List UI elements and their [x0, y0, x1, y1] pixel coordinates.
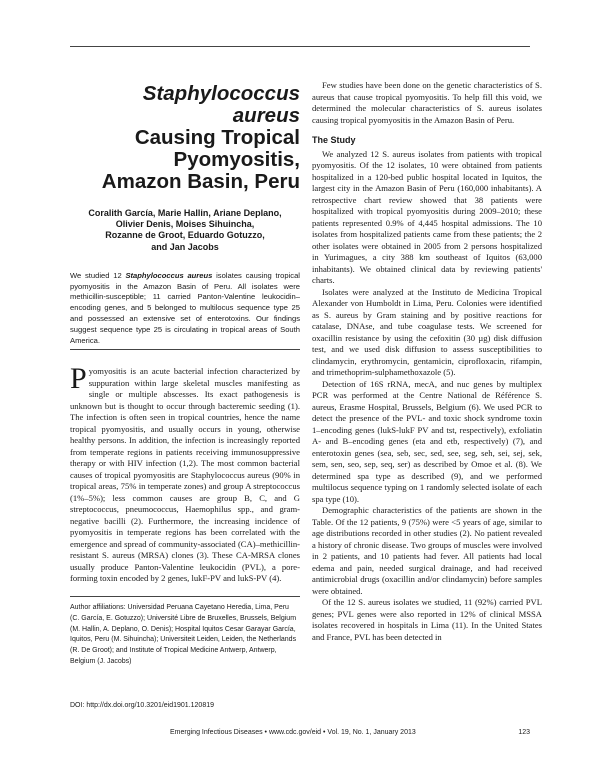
right-column — [312, 80, 542, 643]
intro-text: yomyositis is an acute bacterial infection characterized by suppuration within large skeletal muscles manifesting as single or multiple abscesses. Its exact pathogenesis is unknown but is thought to occur through bacteremic seeding (1). The infection is often seen in tropical countries, hence the name tropical pyomyositis, and usually occurs in young, otherwise healthy persons. In addition, the infection is increasingly reported from temperate regions in patients receiving immunosuppressive therapy or with HIV infection (1,2). The most common bacterial causes of tropical pyomyositis are Staphylococcus aureus (90% in tropical areas, 75% in temperate zones) and group A streptococcus (1%–5%); less common causes are group B, C, and G streptococcus, pneumococcus, Haemophilus spp., and gram-negative bacilli (2). Furthermore, the increasing incidence of pyomyositis in temperate regions has been correlated with the emergence and spread of community-associated (CA)–methicillin-resistant S. aureus (MRSA) clones (3). These CA-MRSA clones usually produce Panton-Valentine leukocidin (PVL), a pore-forming toxin encoded by 2 genes, lukF-PV and lukS-PV (4). — [70, 366, 300, 584]
article-title — [70, 83, 300, 193]
title-line: aureus — [232, 104, 300, 127]
title-line: Staphylococcus — [142, 82, 300, 105]
author-line: and Jan Jacobs — [151, 241, 219, 252]
page-number: 123 — [518, 729, 530, 736]
section-heading: The Study — [312, 135, 356, 145]
paragraph: Isolates were analyzed at the Instituto de Medicina Tropical Alexander von Humboldt in Lima, Peru. Colonies were identified as S. aureus by Gram staining and by positive reactions for catalase, DNAse, and tube coagulase tests. We screened for oxacillin resistance by using the cefoxitin (30 µg) disk diffusion test, and we used disk diffusion to assess susceptibilities to clindamycin, erythromycin, gentamicin, ciprofloxacin, rifampin, and trimethoprim-sulphamethoxazole (5). — [312, 286, 542, 377]
left-column — [70, 80, 300, 585]
paragraph: Detection of 16S rRNA, mecA, and nuc genes by multiplex PCR was performed at the Centre National de Référence S. aureus, Erasme Hospital, Brussels, Belgium (6). We used PCR to detect the presence of the PVL- and toxic shock syndrome toxin 1–encoding genes (lukS-lukF PV and tst, respectively), exfoliatin A- and B–encoding genes (eta and etb, respectively) (7), and enterotoxin genes (sea, seb, sec, sed, see, seg, seh, sei, sej, sek, sem, sen, seo, sep, seq, ser) as described by Omoe et al. (8). We determined spa type as described (9), and we performed multilocus sequence typing on 1 randomly selected isolate of each spa type (10). — [312, 378, 542, 504]
abstract — [70, 271, 300, 351]
title-line: Amazon Basin, Peru — [101, 170, 300, 193]
paragraph: We analyzed 12 S. aureus isolates from patients with tropical pyomyositis. Of the 12 isolates, 10 were obtained from patients hospitalized in a 120-bed public hospital located in Iquitos, the largest city in the Amazon Basin of Peru (160,000 inhabitants). A retrospective chart review showed that 38 patients were hospitalized with tropical pyomyositis during 2009–2010; these patients represented 0.9% of 4,445 hospital admissions. The 10 isolates from hospitalized patients came from these patients; the 2 other isolates were obtained in 2005 from 2 persons hospitalized in Yurimagues, a city 388 km southeast of Iquitos (63,000 inhabitants). We obtained clinical data by reviewing patients' charts. — [312, 148, 542, 285]
abstract-text: We studied 12 — [70, 270, 126, 280]
paragraph: Few studies have been done on the genetic characteristics of S. aureus that cause tropical pyomyositis. To help fill this void, we determined the molecular characteristics of S. aureus isolates causing tropical pyomyositis in the Amazon Basin of Peru. — [312, 80, 542, 125]
introduction — [70, 362, 300, 585]
doi: DOI: http://dx.doi.org/10.3201/eid1901.120819 — [70, 702, 214, 709]
top-rule — [70, 46, 530, 47]
title-line: Causing Tropical — [134, 126, 300, 149]
paragraph: Of the 12 S. aureus isolates we studied, 11 (92%) carried PVL genes; PVL genes were also reported in 12% of clinical MSSA isolates recovered in hospitals in Lima (11). In the United States and France, PVL has been detected in — [312, 597, 542, 642]
author-line: Rozanne de Groot, Eduardo Gotuzzo, — [105, 230, 265, 241]
author-line: Coralith García, Marie Hallin, Ariane Deplano, — [88, 208, 282, 218]
drop-cap: P — [70, 362, 87, 396]
paragraph: Demographic characteristics of the patients are shown in the Table. Of the 12 patients, 9 (75%) were <5 years of age, similar to age distributions recorded in other studies (2). No patient revealed a history of chronic disease. Two groups of muscles were involved in 2 patients, and 10 patients had fever. All patients had local edema and pain, needed surgical drainage, and had received antimicrobial drugs (oxacillin and/or clindamycin) before samples were obtained. — [312, 505, 542, 596]
author-list — [70, 208, 300, 253]
title-line: Pyomyositis, — [173, 148, 300, 171]
journal-info: Emerging Infectious Diseases • www.cdc.gov/eid • Vol. 19, No. 1, January 2013 — [170, 729, 416, 736]
abstract-text: isolates causing tropical pyomyositis in the Amazon Basin of Peru. All isolates were methicillin-susceptible; 11 carried Panton-Valentine leukocidin–encoding genes, and 5 belonged to multilocus sequence type 25 and possessed an extensive set of enterotoxins. Our findings suggest sequence type 25 is circulating in tropical areas of South America. — [70, 270, 300, 345]
author-line: Olivier Denis, Moises Sihuincha, — [115, 219, 255, 230]
author-affiliations: Author affiliations: Universidad Peruana Cayetano Heredia, Lima, Peru (C. García, E. Gotuzzo); Université Libre de Bruxelles, Brussels, Belgium (M. Hallin, A. Deplano, O. Denis); Hospital Iquitos Cesar Garayar García, Iquitos, Peru (M. Sihuincha); Universiteit Leiden, Leiden, the Netherlands (R. De Groot); and Institute of Tropical Medicine Antwerp, Antwerp, Belgium (J. Jacobs) — [70, 596, 300, 668]
abstract-organism: Staphylococcus aureus — [125, 270, 213, 280]
